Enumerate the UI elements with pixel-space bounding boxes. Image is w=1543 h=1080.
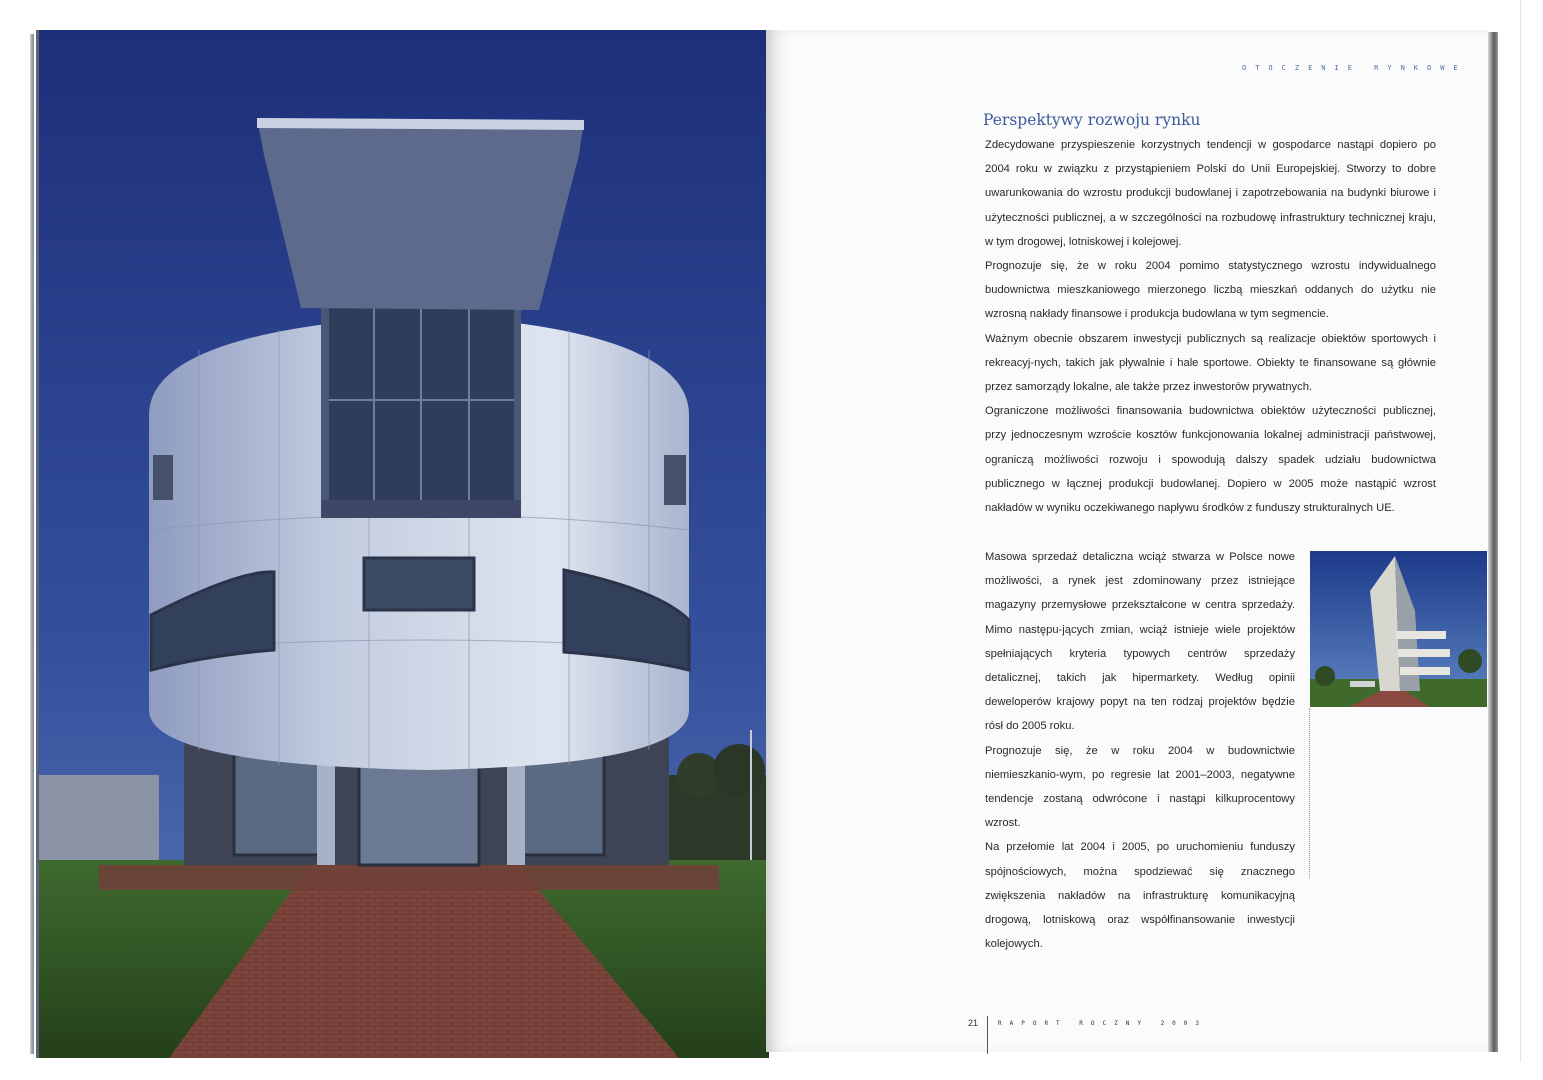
building-photo xyxy=(36,30,769,1058)
section-title: Perspektywy rozwoju rynku xyxy=(983,111,1201,129)
paragraph: Na przełomie lat 2004 i 2005, po uruchomieniu funduszy spójnościowych, można spodziewać się znacznego zwiększenia nakładów na infrastrukturę komunikacyjną drogową, lotniskową oraz współfinansowanie inwestycji kolejowych. xyxy=(985,841,1295,951)
column-divider xyxy=(1309,708,1310,878)
inset-building-photo xyxy=(1310,551,1487,707)
page-number: 21 xyxy=(968,1018,979,1028)
page-edge-right xyxy=(1488,32,1498,1052)
page-edge-left xyxy=(30,34,34,1054)
scan-edge xyxy=(1520,0,1521,1062)
footer-title: RAPORT ROCZNY 2003 xyxy=(998,1020,1208,1027)
paragraph: Masowa sprzedaż detaliczna wciąż stwarza w Polsce nowe możliwości, a rynek jest zdominowany przez istniejące magazyny przemysłowe przekształcone w centra sprzedaży. Mimo następu-jących zmian, wciąż istnieje wiele projektów spełniających kryteria typowych centrów sprzedaży detalicznej, takich jak hipermarkety. Według opinii deweloperów krajowy popyt na ten rodzaj projektów będzie rósł do 2005 roku. xyxy=(985,551,1295,733)
running-head: OTOCZENIE RYNKOWE xyxy=(1242,64,1467,72)
paragraph: Prognozuje się, że w roku 2004 w budownictwie niemieszkanio-wym, po regresie lat 2001–2003, negatywne tendencje zostaną odwrócone i nastąpi kilkuprocentowy wzrost. xyxy=(985,744,1295,830)
inset-building-illustration xyxy=(1310,551,1487,707)
building-illustration xyxy=(39,30,769,1058)
body-text-upper xyxy=(985,133,1436,520)
paragraph: Ograniczone możliwości finansowania budownictwa obiektów użyteczności publicznej, przy jednoczesnym wzroście kosztów funkcjonowania lokalnej administracji państwowej, ograniczą możliwości rozwoju i spowodują dalszy spadek udziału budownictwa publicznego w łącznej produkcji budowlanej. Dopiero w 2005 może nastąpić wzrost nakładów w wyniku oczekiwanego napływu środków z funduszy strukturalnych UE. xyxy=(985,405,1436,515)
paragraph: Ważnym obecnie obszarem inwestycji publicznych są realizacje obiektów sportowych i rekreacyj-nych, takich jak pływalnie i hale sportowe. Obiekty te finansowane są głównie przez samorządy lokalne, ale także przez inwestorów prywatnych. xyxy=(985,332,1436,394)
paragraph: Prognozuje się, że w roku 2004 pomimo statystycznego wzrostu indywidualnego budownictwa mieszkaniowego mierzonego liczbą mieszkań oddanych do użytku nie wzrosną nakłady finansowe i produkcja budowlana w tym segmencie. xyxy=(985,260,1436,321)
footer-divider xyxy=(987,1016,988,1054)
body-text-lower xyxy=(985,545,1295,956)
paragraph: Zdecydowane przyspieszenie korzystnych tendencji w gospodarce nastąpi dopiero po 2004 roku w związku z przystąpieniem Polski do Unii Europejskiej. Stworzy to dobre uwarunkowania do wzrostu produkcji budowlanej i zapotrzebowania na budynki biurowe i użyteczności publicznej, a w szczególności na rozbudowę infrastruktury technicznej kraju, w tym drogowej, lotniskowej i kolejowej. xyxy=(985,139,1436,248)
